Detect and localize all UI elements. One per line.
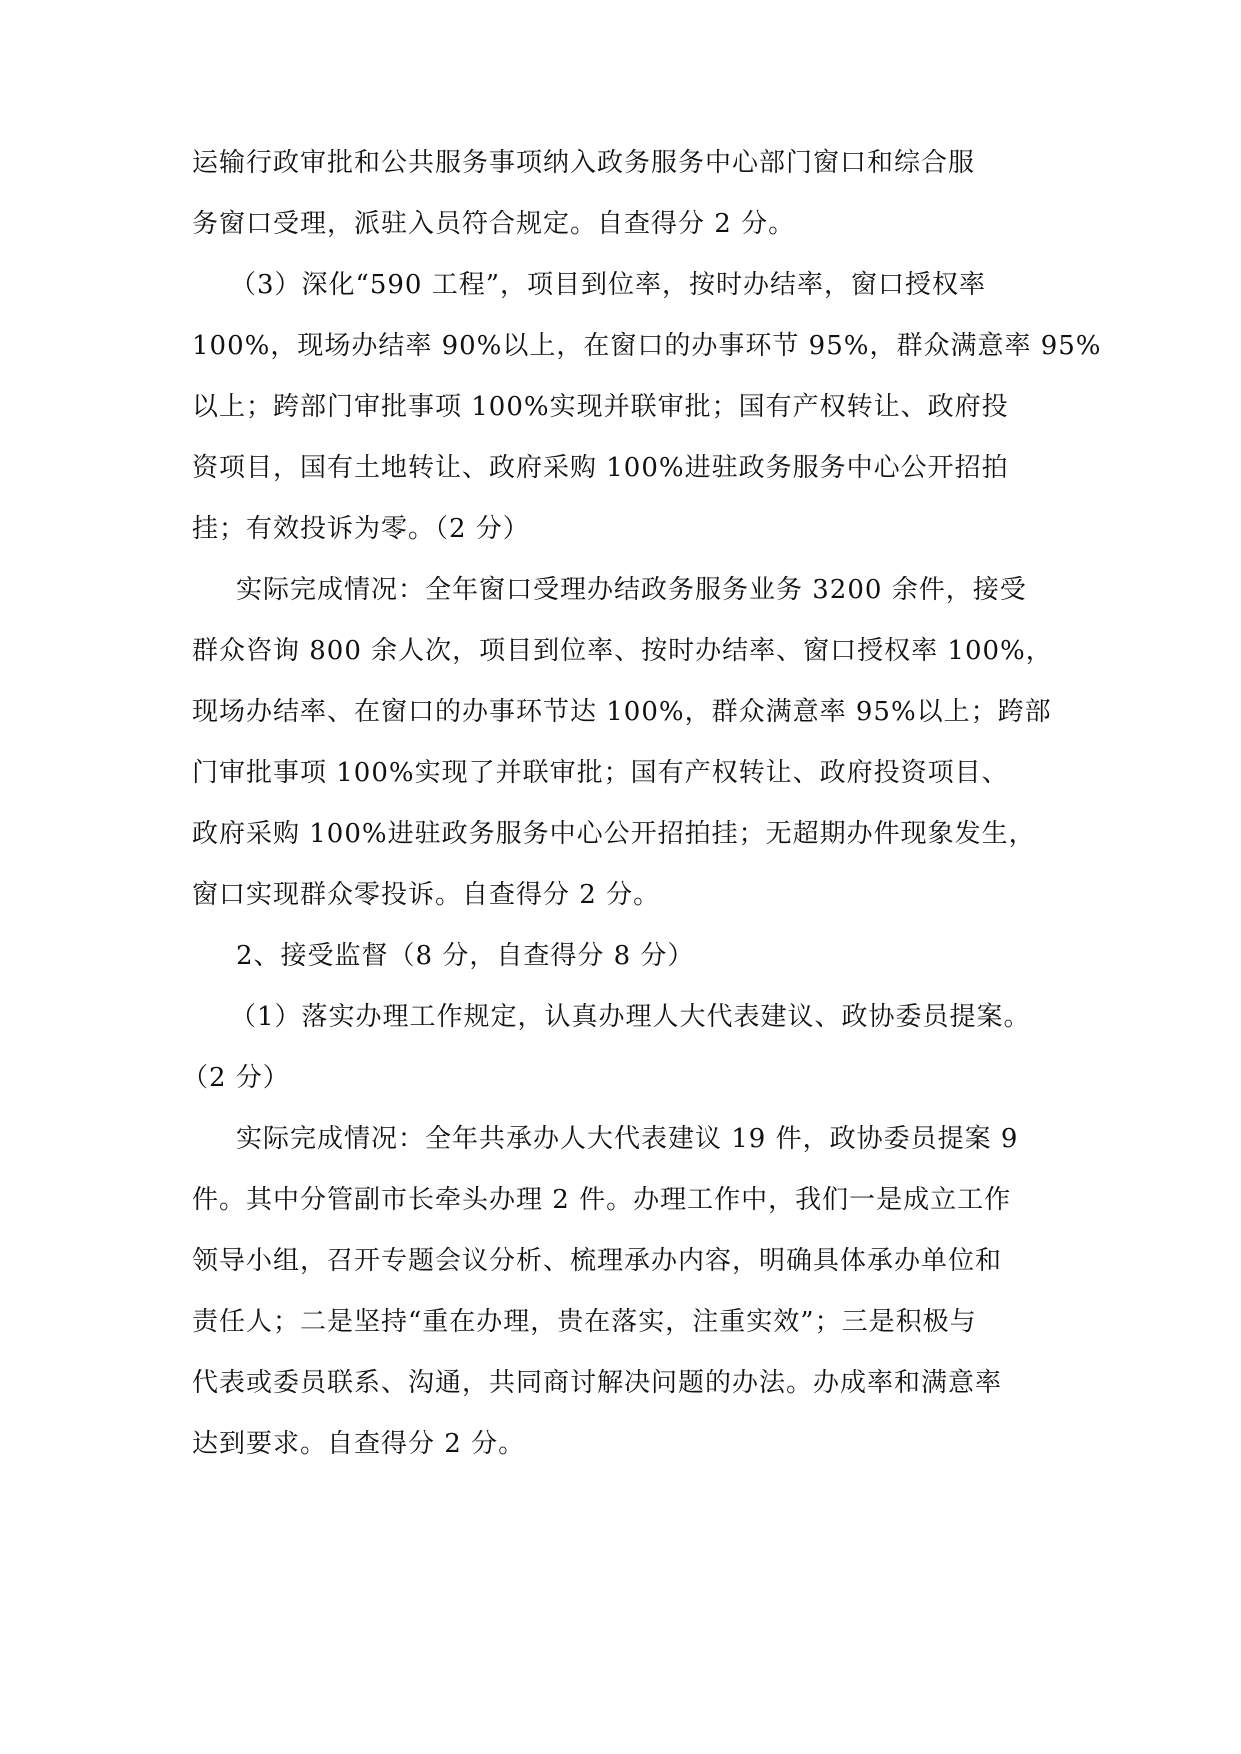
text-line: 现场办结率、在窗口的办事环节达 100%，群众满意率 95%以上；跨部 bbox=[192, 697, 1052, 727]
section-heading: 2、接受监督（8 分，自查得分 8 分） bbox=[236, 941, 695, 971]
text-line: 政府采购 100%进驻政务服务中心公开招拍挂；无超期办件现象发生， bbox=[192, 819, 1036, 849]
text-line: 件。其中分管副市长牵头办理 2 件。办理工作中，我们一是成立工作 bbox=[192, 1185, 1012, 1215]
text-line: 达到要求。自查得分 2 分。 bbox=[192, 1429, 526, 1459]
text-line: 实际完成情况：全年共承办人大代表建议 19 件，政协委员提案 9 bbox=[236, 1124, 1019, 1154]
text-line: 门审批事项 100%实现了并联审批；国有产权转让、政府投资项目、 bbox=[192, 758, 1009, 788]
text-line: 以上；跨部门审批事项 100%实现并联审批；国有产权转让、政府投 bbox=[192, 392, 1009, 422]
text-line: 代表或委员联系、沟通，共同商讨解决问题的办法。办成率和满意率 bbox=[192, 1368, 1003, 1398]
text-line: 群众咨询 800 余人次，项目到位率、按时办结率、窗口授权率 100%， bbox=[192, 636, 1053, 666]
text-line: 领导小组，召开专题会议分析、梳理承办内容，明确具体承办单位和 bbox=[192, 1246, 1003, 1276]
text-line: （1）落实办理工作规定，认真办理人大代表建议、政协委员提案。 bbox=[230, 1002, 1031, 1032]
text-line: 资项目，国有土地转让、政府采购 100%进驻政务服务中心公开招拍 bbox=[192, 453, 1009, 483]
text-line: 100%，现场办结率 90%以上，在窗口的办事环节 95%，群众满意率 95% bbox=[192, 331, 1102, 361]
text-line: 运输行政审批和公共服务事项纳入政务服务中心部门窗口和综合服 bbox=[192, 148, 976, 178]
text-line: 责任人；二是坚持“重在办理，贵在落实，注重实效”；三是积极与 bbox=[192, 1307, 977, 1337]
text-line: （2 分） bbox=[182, 1063, 290, 1093]
text-line: 挂；有效投诉为零。（2 分） bbox=[192, 514, 530, 544]
text-line: 窗口实现群众零投诉。自查得分 2 分。 bbox=[192, 880, 661, 910]
text-line: 实际完成情况：全年窗口受理办结政务服务业务 3200 余件，接受 bbox=[236, 575, 1027, 605]
text-line: 务窗口受理，派驻入员符合规定。自查得分 2 分。 bbox=[192, 209, 796, 239]
text-line: （3）深化“590 工程”，项目到位率，按时办结率，窗口授权率 bbox=[230, 270, 987, 300]
